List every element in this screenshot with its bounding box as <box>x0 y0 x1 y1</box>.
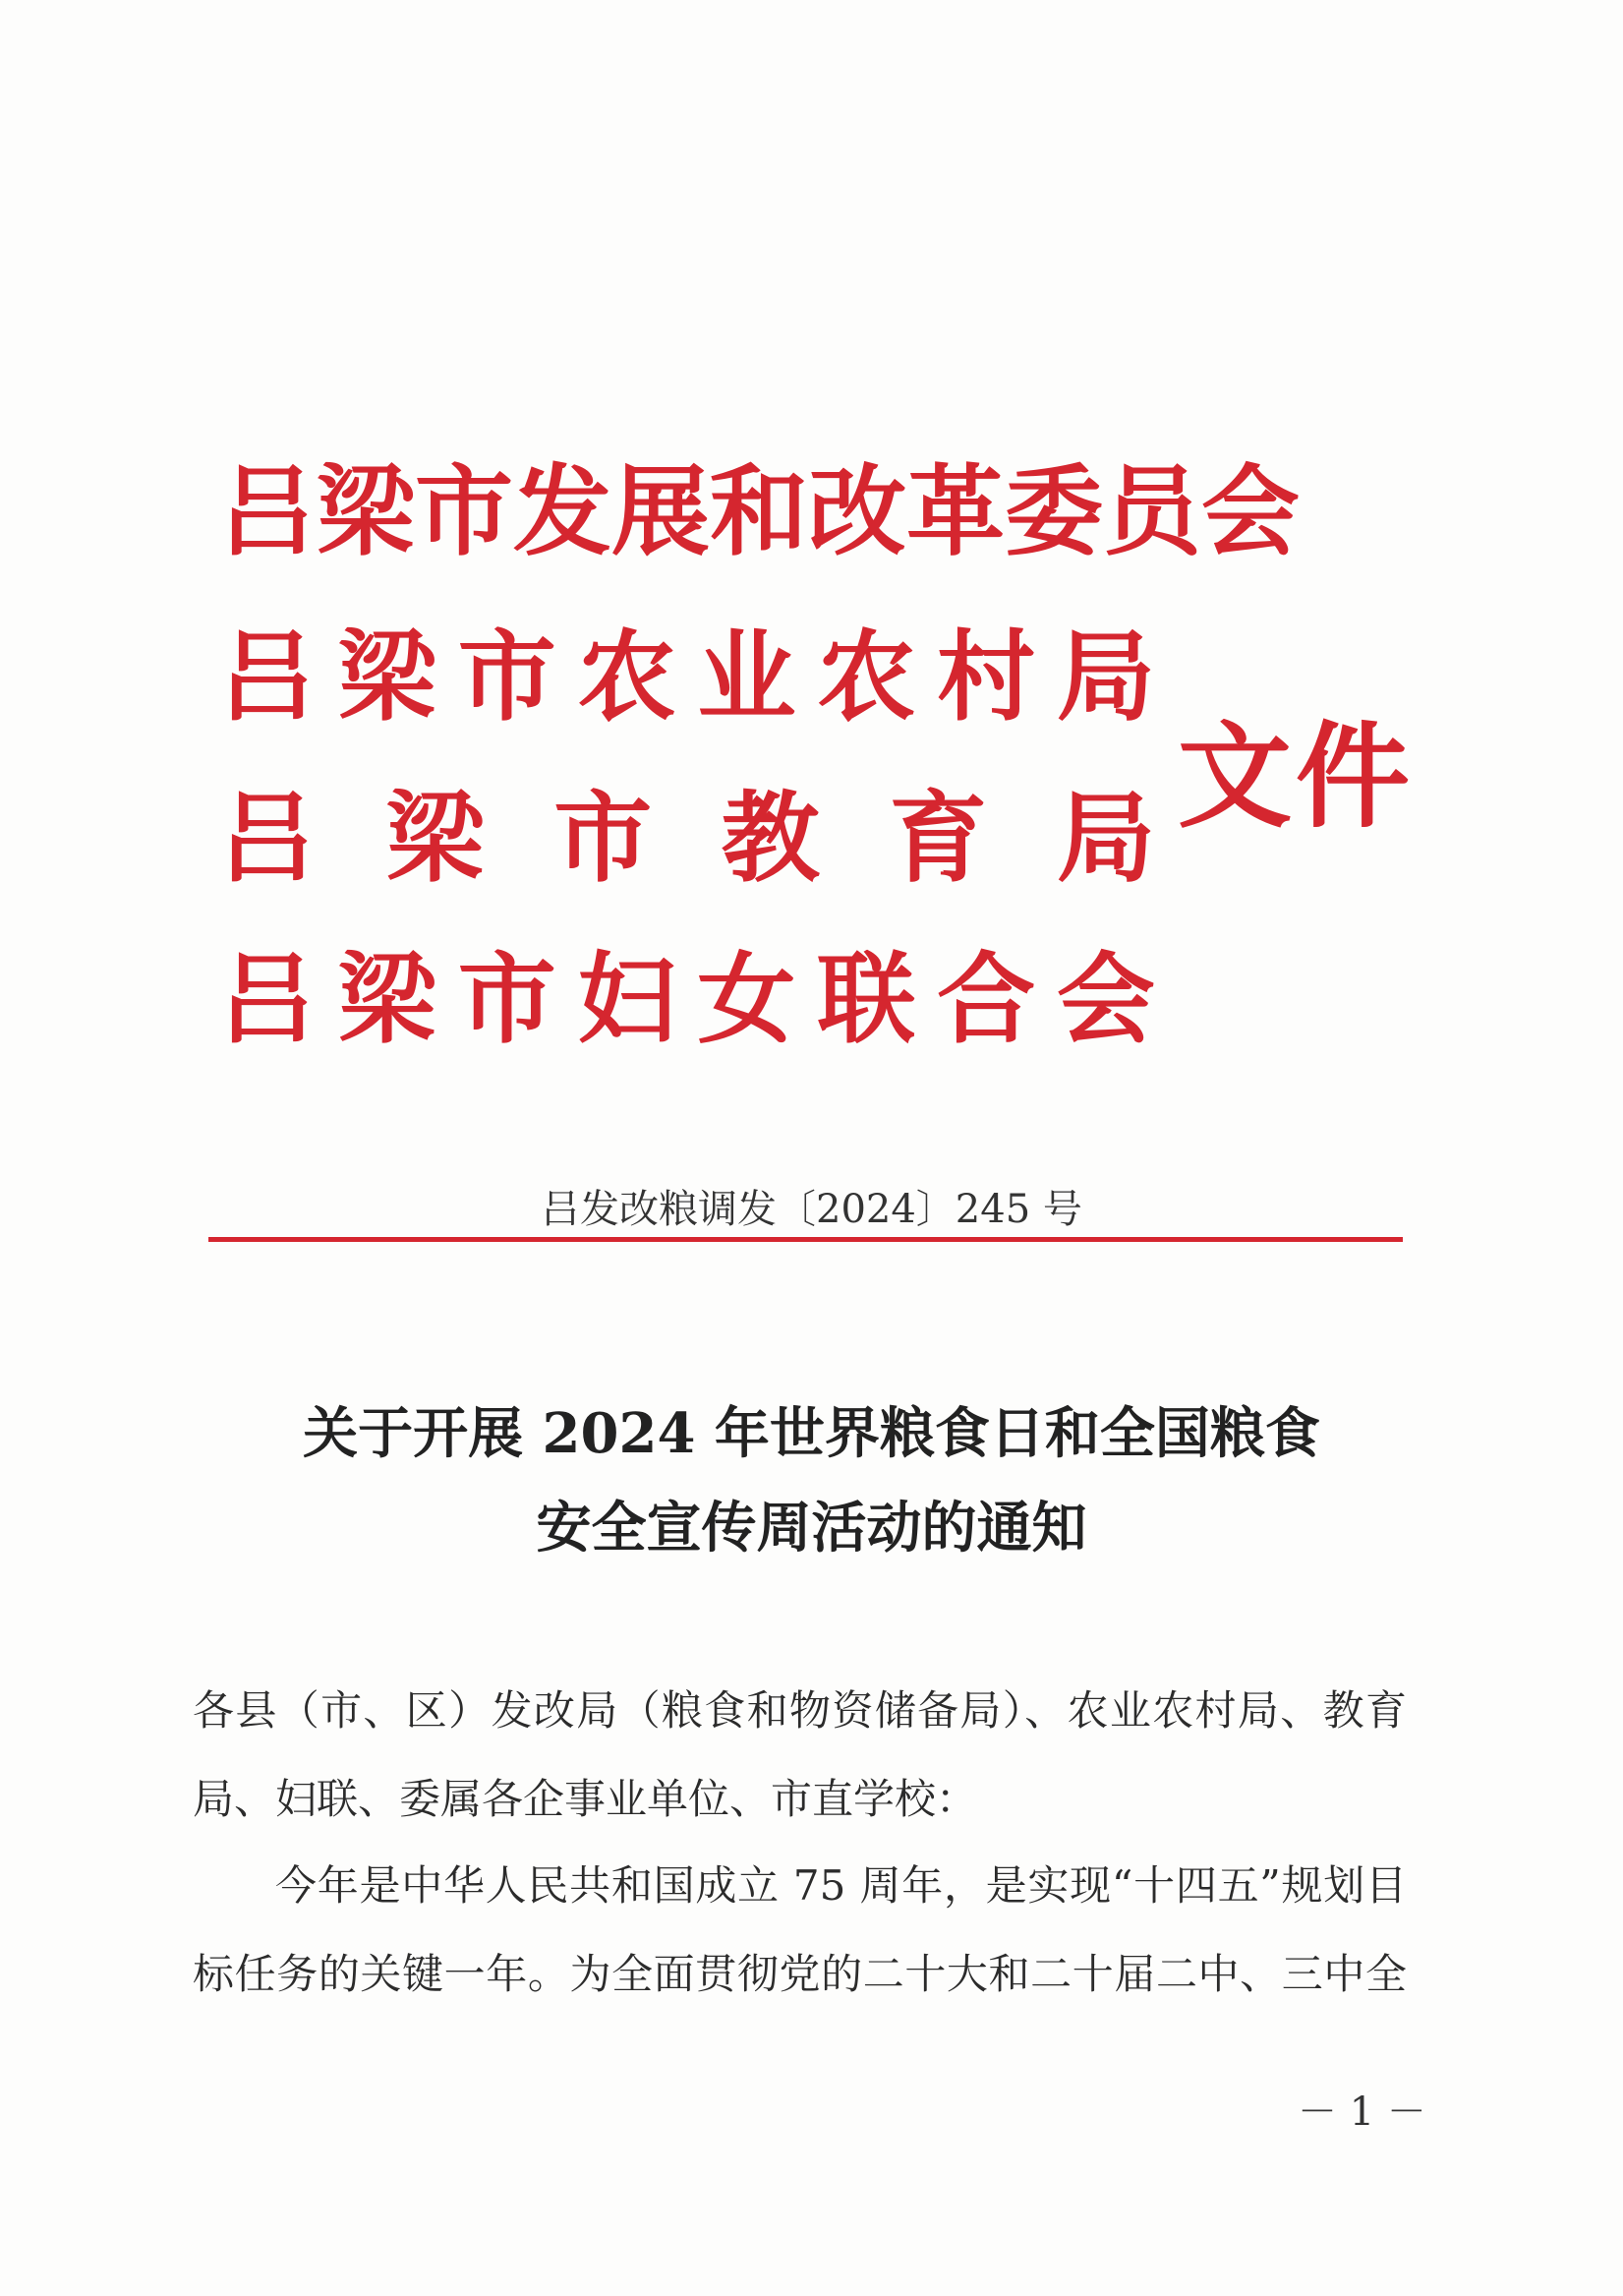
masthead-char: 局 <box>1056 780 1155 896</box>
masthead-char: 员 <box>1103 453 1201 569</box>
masthead-char: 会 <box>1056 941 1155 1057</box>
masthead-char: 市 <box>553 780 653 896</box>
masthead-char: 委 <box>1005 453 1103 569</box>
document-title-line-1: 关于开展 2024 年世界粮食日和全国粮食 <box>303 1401 1320 1466</box>
issuer-line-2 <box>218 618 1155 736</box>
masthead-char: 农 <box>577 618 676 735</box>
issuer-line-3 <box>218 779 1155 897</box>
masthead-char: 妇 <box>577 941 676 1057</box>
masthead-char: 梁 <box>317 453 415 569</box>
masthead-char: 会 <box>1201 453 1300 569</box>
document-title-line-2: 安全宣传周活动的通知 <box>536 1496 1087 1560</box>
recipients-line-1: 各县（市、区）发改局（粮食和物资储备局）、农业农村局、教育 <box>193 1686 1407 1735</box>
masthead-char: 联 <box>817 941 916 1057</box>
masthead-char: 展 <box>611 453 710 569</box>
masthead-char: 育 <box>889 780 988 896</box>
masthead-char: 农 <box>817 618 916 735</box>
masthead-char: 吕 <box>218 618 317 735</box>
recipients-line-2: 局、妇联、委属各企事业单位、市直学校： <box>193 1775 978 1823</box>
masthead-char: 改 <box>808 453 906 569</box>
masthead-char: 市 <box>457 618 556 735</box>
issuer-line-1 <box>218 452 1300 570</box>
masthead-char: 教 <box>721 780 820 896</box>
masthead-char: 吕 <box>218 453 317 569</box>
issuer-line-4 <box>218 940 1155 1058</box>
masthead-char: 梁 <box>385 780 485 896</box>
masthead-char: 吕 <box>218 780 317 896</box>
masthead-char: 业 <box>697 618 796 735</box>
page-number: － 1 － <box>1298 2090 1426 2135</box>
masthead-suffix: 文件 <box>1178 710 1414 844</box>
masthead-char: 局 <box>1056 618 1155 735</box>
masthead-char: 市 <box>457 941 556 1057</box>
document-number: 吕发改粮调发〔2024〕245 号 <box>541 1187 1082 1232</box>
body-paragraph-line-2: 标任务的关键一年。为全面贯彻党的二十大和二十届二中、三中全 <box>193 1950 1407 1998</box>
masthead-char: 合 <box>937 941 1036 1057</box>
masthead-char: 梁 <box>337 941 436 1057</box>
masthead-char: 发 <box>513 453 611 569</box>
masthead-char: 吕 <box>218 941 317 1057</box>
masthead-char: 和 <box>710 453 808 569</box>
masthead-char: 革 <box>906 453 1005 569</box>
red-divider <box>208 1237 1403 1242</box>
body-paragraph-line-1: 今年是中华人民共和国成立 75 周年，是实现“十四五”规划目 <box>275 1861 1407 1910</box>
masthead-char: 市 <box>415 453 513 569</box>
masthead-char: 梁 <box>337 618 436 735</box>
masthead-char: 女 <box>697 941 796 1057</box>
masthead-char: 村 <box>937 618 1036 735</box>
